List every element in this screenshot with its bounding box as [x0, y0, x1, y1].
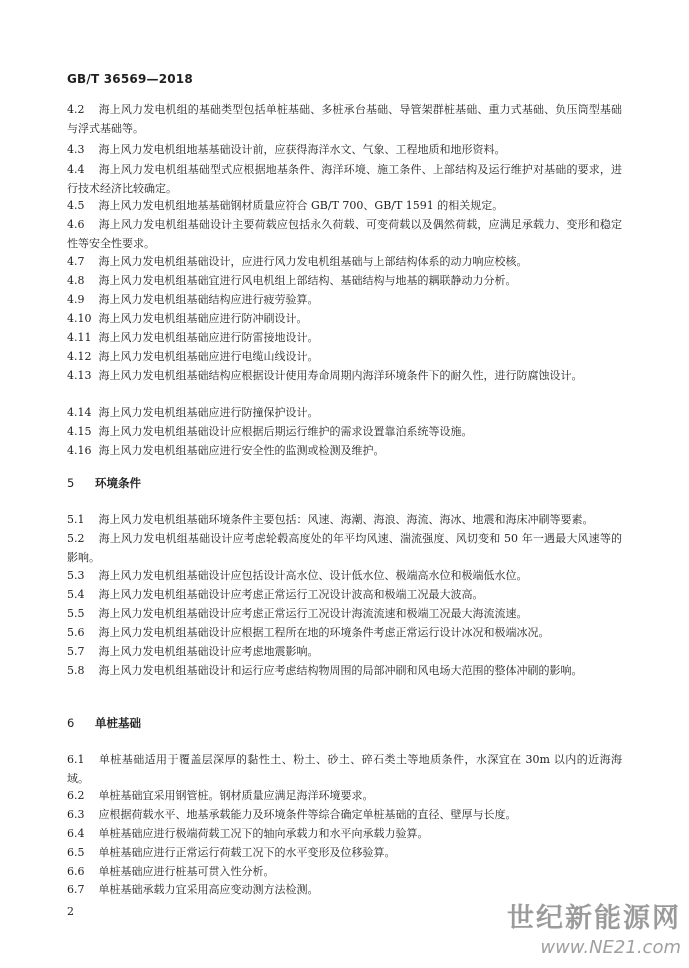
clause-text: 海上风力发电机组基础结构应根据设计使用寿命周期内海洋环境条件下的耐久性，进行防腐蚀设计。	[98, 369, 583, 382]
clause-text: 海上风力发电机组基础宜进行风电机组上部结构、基础结构与地基的耦联静动力分析。	[98, 274, 517, 287]
clause-text: 海上风力发电机组基础结构应进行疲劳验算。	[98, 293, 319, 306]
clause-text: 海上风力发电机组基础设计应根据工程所在地的环境条件考虑正常运行设计冰况和极端冰况。	[98, 626, 550, 639]
clause-text: 海上风力发电机组地基基础钢材质量应符合 GB/T 700、GB/T 1591 的相关规定。	[98, 199, 504, 212]
clause-4-11	[67, 328, 622, 347]
clause-text: 单桩基础承载力宜采用高应变动测方法检测。	[98, 883, 319, 896]
clause-number: 4.13	[67, 369, 92, 382]
clause-number: 6.4	[67, 827, 85, 840]
clause-number: 4.14	[67, 406, 92, 419]
clause-4-5	[67, 196, 622, 215]
clause-number: 5.3	[67, 569, 85, 582]
clause-number: 5.4	[67, 588, 85, 601]
clause-text: 海上风力发电机组基础应进行防雷接地设计。	[98, 331, 319, 344]
clause-number: 5.1	[67, 513, 85, 526]
clause-4-6	[67, 215, 622, 253]
clause-text: 海上风力发电机组基础设计，应进行风力发电机组基础与上部结构体系的动力响应校核。	[98, 255, 528, 268]
clause-text: 海上风力发电机组基础设计应考虑正常运行工况设计海流流速和极端工况最大海流流速。	[98, 607, 528, 620]
section-heading-6	[67, 714, 141, 733]
section-number: 6	[67, 716, 75, 730]
clause-text: 海上风力发电机组基础设计应考虑正常运行工况设计波高和极端工况最大波高。	[98, 588, 484, 601]
clause-number: 6.6	[67, 865, 85, 878]
clause-number: 4.5	[67, 199, 85, 212]
clause-6-4	[67, 824, 622, 843]
clause-4-8	[67, 271, 622, 290]
clause-text: 海上风力发电机组地基基础设计前，应获得海洋水文、气象、工程地质和地形资料。	[98, 143, 506, 156]
clause-4-15	[67, 422, 622, 441]
section-title: 环境条件	[95, 476, 141, 490]
clause-4-14	[67, 403, 622, 422]
clause-text: 海上风力发电机组的基础类型包括单桩基础、多桩承台基础、导管架群桩基础、重力式基础、负压筒型基础与浮式基础等。	[67, 103, 622, 135]
clause-4-9	[67, 290, 622, 309]
standard-code: GB/T 36569—2018	[67, 72, 193, 86]
clause-text: 应根据荷载水平、地基承载能力及环境条件等综合确定单桩基础的直径、壁厚与长度。	[98, 808, 517, 821]
clause-4-10	[67, 309, 622, 328]
clause-text: 海上风力发电机组基础设计应包括设计高水位、设计低水位、极端高水位和极端低水位。	[98, 569, 528, 582]
watermark	[507, 896, 681, 958]
clause-text: 海上风力发电机组基础设计和运行应考虑结构物周围的局部冲刷和风电场大范围的整体冲刷的影响。	[98, 664, 583, 677]
watermark-url: www.NE21.com	[540, 937, 681, 958]
clause-number: 6.3	[67, 808, 85, 821]
clause-5-5	[67, 604, 622, 623]
clause-5-8	[67, 661, 622, 680]
clause-6-3	[67, 805, 622, 824]
clause-number: 4.12	[67, 350, 92, 363]
watermark-name: 世纪新能源网	[507, 903, 681, 934]
clause-number: 4.3	[67, 143, 85, 156]
clause-number: 6.7	[67, 883, 85, 896]
clause-number: 4.16	[67, 444, 92, 457]
section-number: 5	[67, 476, 75, 490]
clause-text: 单桩基础宜采用钢管桩。钢材质量应满足海洋环境要求。	[98, 789, 374, 802]
clause-number: 5.5	[67, 607, 85, 620]
clause-5-6	[67, 623, 622, 642]
clause-number: 4.4	[67, 163, 85, 176]
clause-number: 4.7	[67, 255, 85, 268]
clause-4-13	[67, 366, 622, 385]
clause-text: 海上风力发电机组基础设计主要荷载应包括永久荷载、可变荷载以及偶然荷载，应满足承载力、变形和稳定性等安全性要求。	[67, 218, 622, 250]
clause-4-16	[67, 441, 622, 460]
clause-number: 5.2	[67, 532, 85, 545]
clause-number: 4.9	[67, 293, 85, 306]
clause-6-6	[67, 862, 622, 881]
clause-text: 海上风力发电机组基础应进行电缆山线设计。	[98, 350, 319, 363]
clause-number: 5.7	[67, 645, 85, 658]
clause-text: 海上风力发电机组基础设计应考虑轮毂高度处的年平均风速、湍流强度、风切变和 50 年一遇最大风速等的影响。	[67, 532, 622, 564]
clause-number: 6.5	[67, 846, 85, 859]
clause-text: 单桩基础应进行正常运行荷载工况下的水平变形及位移验算。	[98, 846, 396, 859]
clause-5-1	[67, 510, 622, 529]
clause-text: 单桩基础应进行极端荷载工况下的轴向承载力和水平向承载力验算。	[98, 827, 429, 840]
clause-text: 海上风力发电机组基础应进行安全性的监测或检测及维护。	[98, 444, 385, 457]
section-title: 单桩基础	[95, 716, 141, 730]
clause-number: 6.2	[67, 789, 85, 802]
clause-number: 4.15	[67, 425, 92, 438]
clause-number: 5.6	[67, 626, 85, 639]
clause-number: 4.8	[67, 274, 85, 287]
clause-number: 6.1	[67, 753, 85, 766]
clause-5-7	[67, 642, 622, 661]
clause-5-3	[67, 566, 622, 585]
clause-text: 海上风力发电机组基础应进行防撞保护设计。	[98, 406, 319, 419]
clause-4-7	[67, 252, 622, 271]
clause-4-3	[67, 140, 622, 159]
clause-number: 4.10	[67, 312, 92, 325]
page-number: 2	[67, 905, 74, 918]
clause-5-4	[67, 585, 622, 604]
clause-4-2	[67, 100, 622, 138]
clause-text: 海上风力发电机组基础设计应根据后期运行维护的需求设置靠泊系统等设施。	[98, 425, 473, 438]
clause-number: 5.8	[67, 664, 85, 677]
clause-4-12	[67, 347, 622, 366]
clause-number: 4.6	[67, 218, 85, 231]
clause-text: 海上风力发电机组基础型式应根据地基条件、海洋环境、施工条件、上部结构及运行维护对基础的要求，进行技术经济比较确定。	[67, 163, 622, 195]
clause-4-4	[67, 160, 622, 198]
clause-number: 4.11	[67, 331, 92, 344]
clause-6-1	[67, 750, 622, 788]
clause-5-2	[67, 529, 622, 567]
clause-6-2	[67, 786, 622, 805]
clause-text: 单桩基础适用于覆盖层深厚的黏性土、粉土、砂土、碎石类土等地质条件，水深宜在 30m 以内的近海海域。	[67, 753, 622, 785]
clause-6-5	[67, 843, 622, 862]
clause-text: 海上风力发电机组基础环境条件主要包括：风速、海潮、海浪、海流、海冰、地震和海床冲刷等要素。	[98, 513, 594, 526]
clause-text: 海上风力发电机组基础应进行防冲刷设计。	[98, 312, 308, 325]
section-heading-5	[67, 474, 141, 493]
clause-number: 4.2	[67, 103, 85, 116]
clause-text: 海上风力发电机组基础设计应考虑地震影响。	[98, 645, 319, 658]
clause-text: 单桩基础应进行桩基可贯入性分析。	[98, 865, 275, 878]
